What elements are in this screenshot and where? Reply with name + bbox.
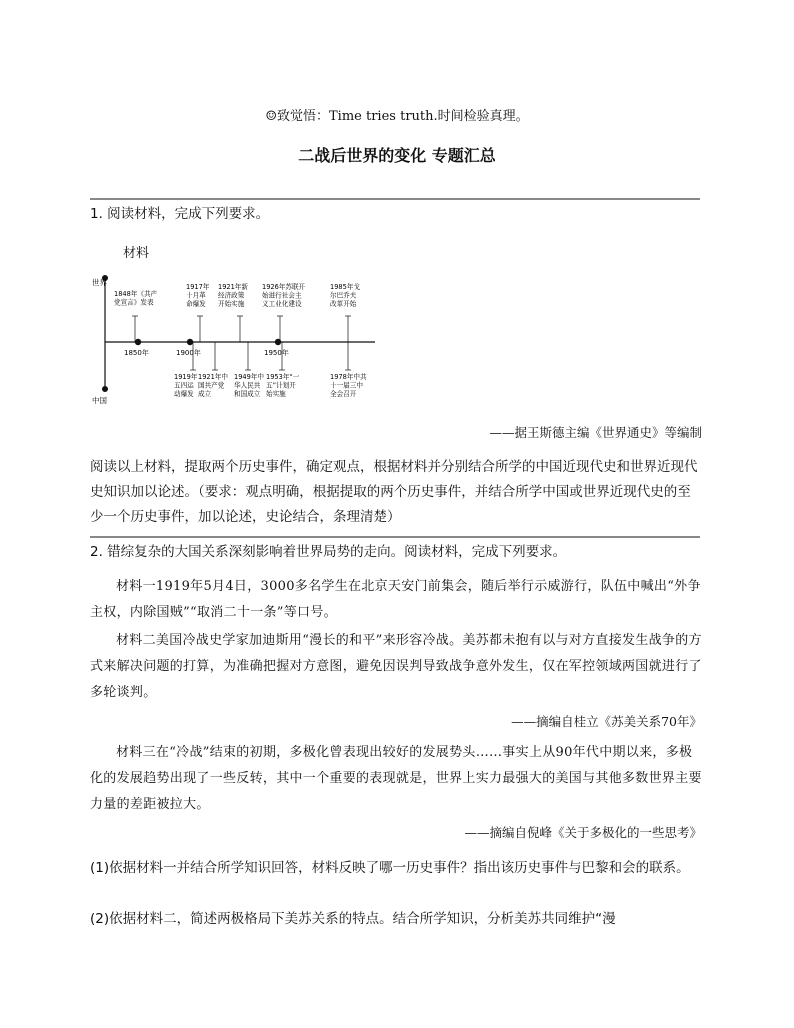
material-label: 材料 [123,246,150,261]
china-event: 1953年“一五”计划开始实施 [266,373,300,399]
sub-question-1: (1)依据材料一并结合所学知识回答，材料反映了哪一历史事件？指出该历史事件与巴黎和会的联系。 [90,860,690,876]
material-two: 材料二美国冷战史学家加迪斯用“漫长的和平”来形容冷战。美苏都未抱有以与对方直接发生战争的方式来解决问题的打算，为准确把握对方意图，避免因误判导致战争意外发生，仅在军控领域两国就进行了多轮谈判。 [90,633,702,700]
timeline-tick-label: 1850年 [124,349,149,357]
timeline-figure [90,272,380,412]
material-three: 材料三在“冷战”结束的初期，多极化曾表现出较好的发展势头……事实上从90年代中期以来，多极化的发展趋势出现了一些反转，其中一个重要的表现就是，世界上实力最强大的美国与其他多数世界主要力量的差距被拉大。 [90,745,702,812]
world-label: 世界 [92,278,107,287]
sub-question-2: (2)依据材料二，简述两极格局下美苏关系的特点。结合所学知识，分析美苏共同维护“漫 [90,911,616,927]
world-event: 1926年苏联开始进行社会主义工业化建设 [262,283,306,309]
q2-stem: 2. 错综复杂的大国关系深刻影响着世界局势的走向。阅读材料，完成下列要求。 [90,544,567,560]
q1-task: 阅读以上材料，提取两个历史事件，确定观点，根据材料并分别结合所学的中国近现代史和世界近现代史知识加以论述。（要求：观点明确，根据提取的两个历史事件，并结合所学中国或世界近现代史的至少一个历史事件，加以论述，史论结合，条理清楚） [90,459,698,525]
timeline-tick-dot [135,339,141,345]
divider [90,198,700,200]
china-label: 中国 [92,396,107,405]
material-three-source: ——摘编自倪峰《关于多极化的一些思考》 [464,825,702,840]
world-event: 1921年新经济政策开始实施 [218,283,248,309]
world-event: 1848年《共产党宣言》发表 [114,290,158,307]
china-event: 1978年中共十一届三中全会召开 [330,373,367,399]
china-event: 1949年中华人民共和国成立 [234,373,264,399]
world-event: 1917年十月革命爆发 [186,283,210,309]
divider [90,536,700,538]
china-marker [102,386,108,392]
q1-source: ——据王斯德主编《世界通史》等编制 [489,425,702,440]
material-two-source: ——摘编自桂立《苏美关系70年》 [511,714,702,729]
timeline-tick-dot [187,339,193,345]
page-title: 二战后世界的变化 专题汇总 [298,146,496,165]
world-event: 1985年戈尔巴乔夫改革开始 [330,283,360,309]
timeline-tick-label: 1950年 [264,349,289,357]
china-event: 1919年五四运动爆发 [174,373,198,399]
q1-stem: 1. 阅读材料，完成下列要求。 [90,206,270,222]
material-one: 材料一1919年5月4日，3000多名学生在北京天安门前集会，随后举行示威游行，队伍中喊出“外争主权，内除国贼”“取消二十一条”等口号。 [90,579,701,620]
china-event: 1921年中国共产党成立 [198,373,228,399]
timeline-tick-label: 1900年 [176,349,201,357]
motto: ☺致觉悟：Time tries truth.时间检验真理。 [265,109,529,124]
